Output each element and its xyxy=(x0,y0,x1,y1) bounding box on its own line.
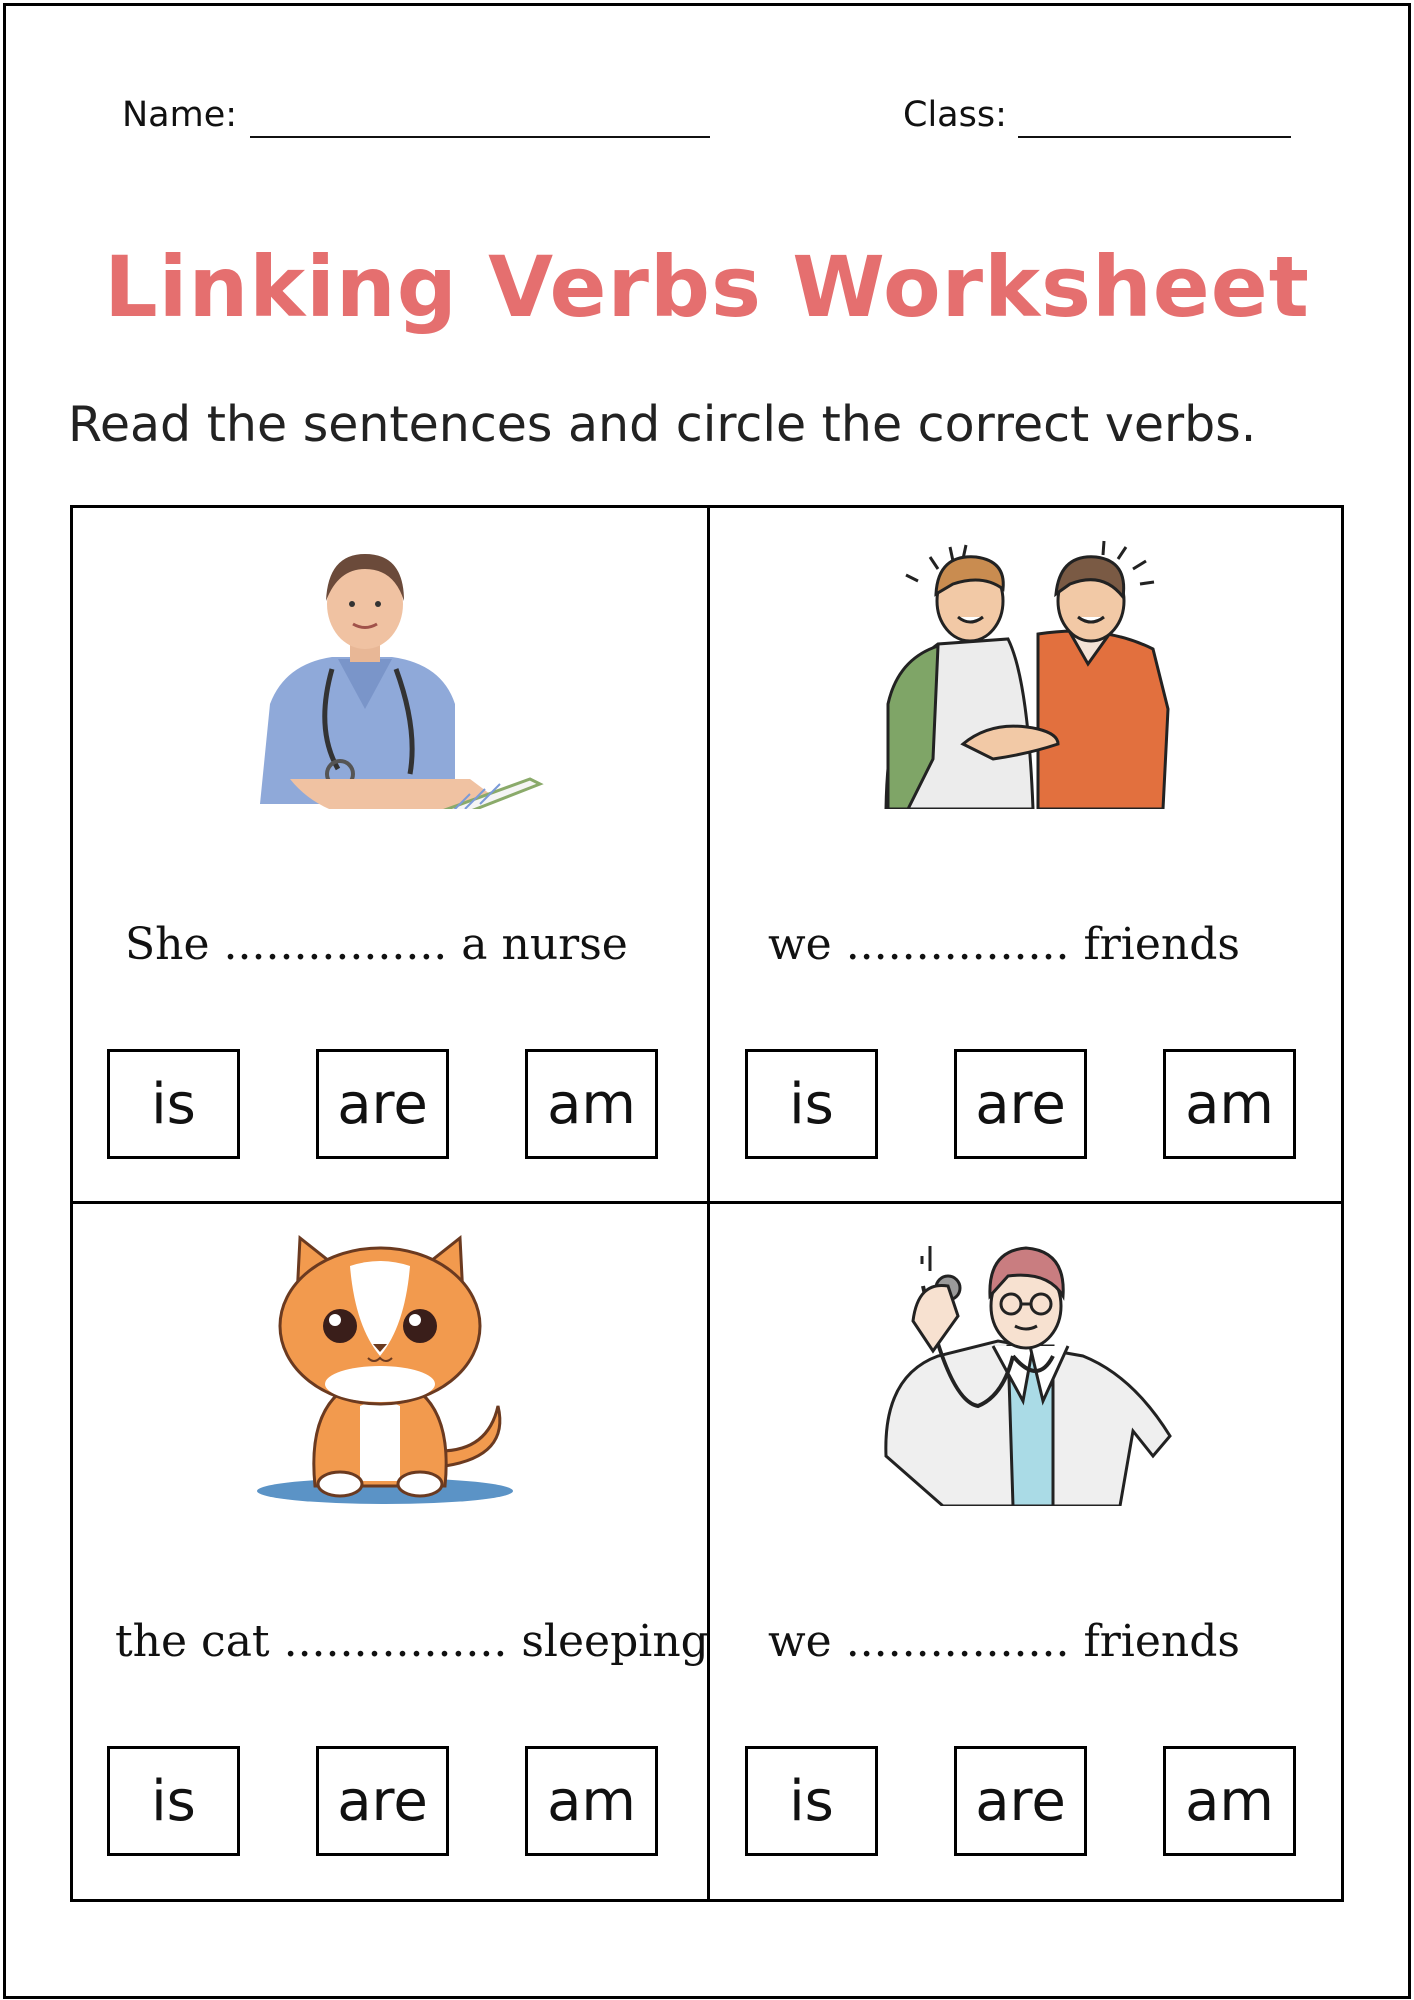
option-am[interactable]: am xyxy=(1163,1049,1296,1159)
friends-illustration xyxy=(708,529,1345,809)
class-label: Class: xyxy=(903,95,1007,135)
class-field[interactable] xyxy=(1018,136,1291,138)
name-field[interactable] xyxy=(250,136,710,138)
cat-illustration xyxy=(70,1226,707,1506)
option-are[interactable]: are xyxy=(954,1049,1087,1159)
option-am[interactable]: am xyxy=(525,1049,658,1159)
sentence-text: She ................ a nurse xyxy=(125,919,628,970)
sentence-text: we ................ friends xyxy=(768,1616,1240,1667)
exercise-cell-2 xyxy=(708,507,1345,1202)
option-are[interactable]: are xyxy=(316,1049,449,1159)
option-are[interactable]: are xyxy=(316,1746,449,1856)
option-is[interactable]: is xyxy=(745,1049,878,1159)
option-am[interactable]: am xyxy=(525,1746,658,1856)
exercise-cell-1 xyxy=(70,507,707,1202)
sentence-text: we ................ friends xyxy=(768,919,1240,970)
instructions: Read the sentences and circle the correct verbs. xyxy=(68,396,1257,453)
exercise-cell-4 xyxy=(708,1204,1345,1899)
option-am[interactable]: am xyxy=(1163,1746,1296,1856)
exercise-cell-3 xyxy=(70,1204,707,1899)
page-title: Linking Verbs Worksheet xyxy=(104,238,1310,336)
option-are[interactable]: are xyxy=(954,1746,1087,1856)
name-label: Name: xyxy=(122,95,238,135)
option-is[interactable]: is xyxy=(745,1746,878,1856)
doctor-illustration xyxy=(708,1226,1345,1506)
option-is[interactable]: is xyxy=(107,1746,240,1856)
option-is[interactable]: is xyxy=(107,1049,240,1159)
sentence-text: the cat ................ sleeping xyxy=(115,1616,709,1667)
nurse-illustration xyxy=(70,529,707,809)
